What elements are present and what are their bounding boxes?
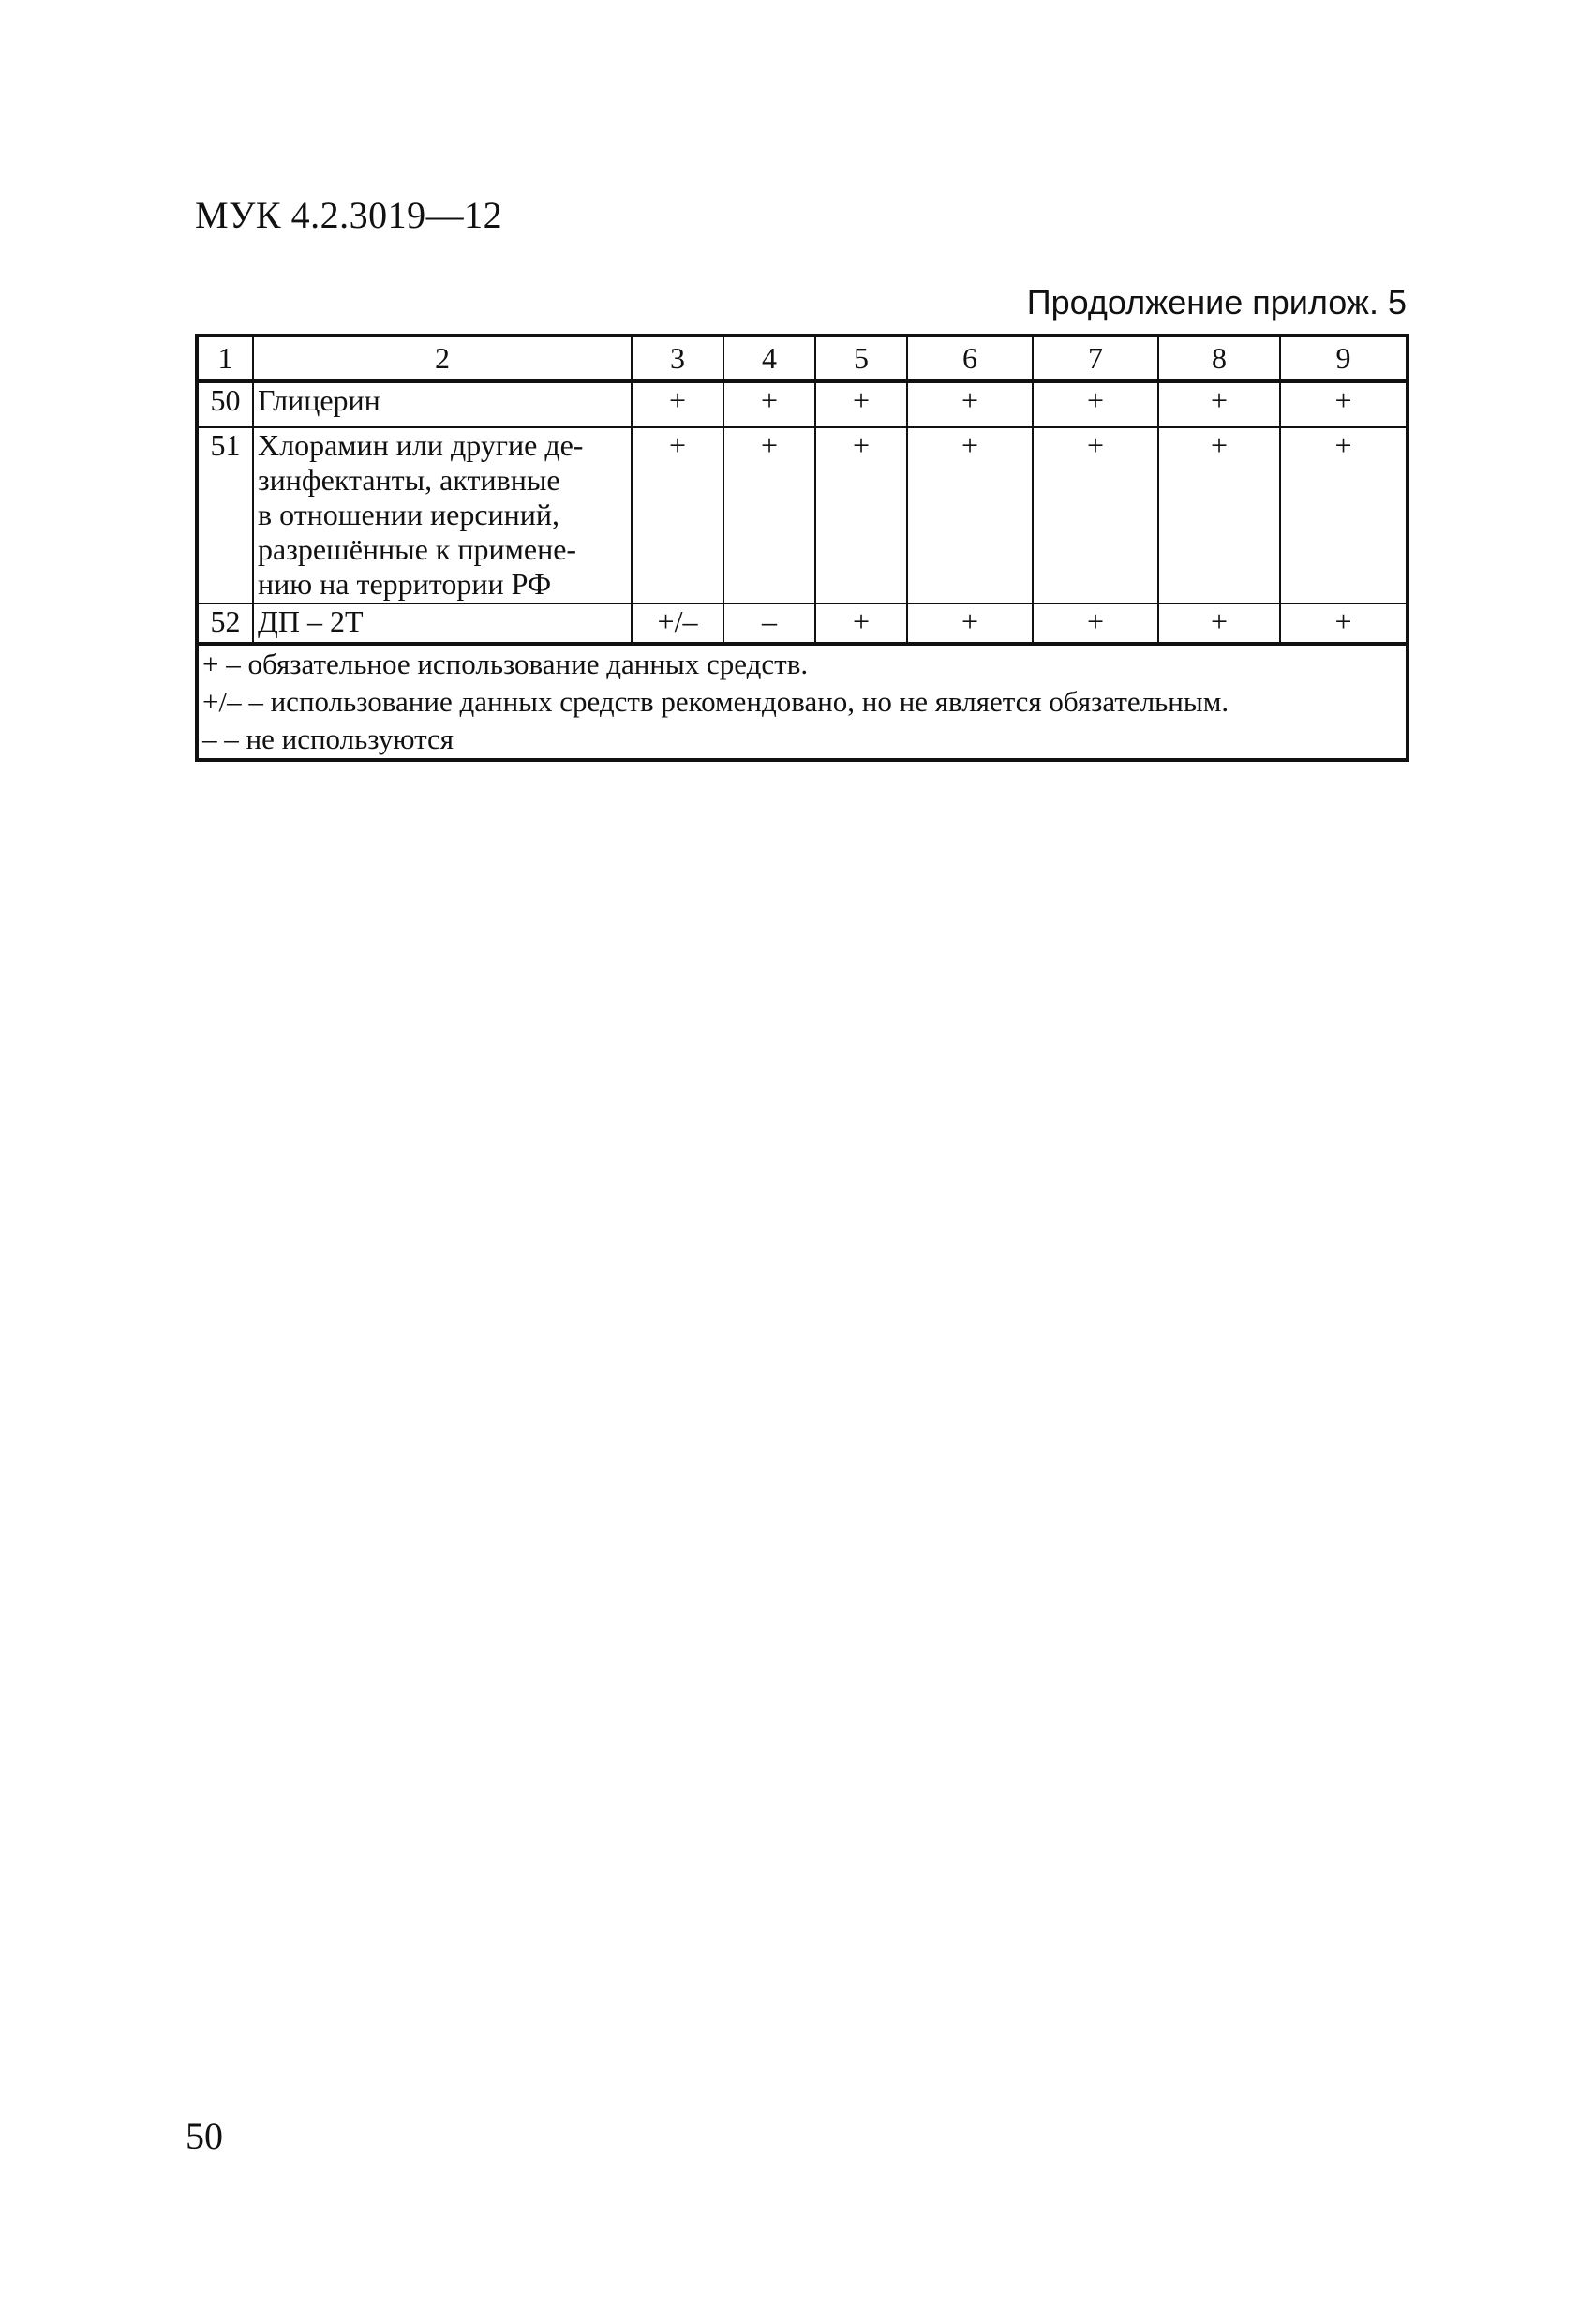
table-row [197, 381, 1408, 428]
column-header: 9 [1280, 335, 1408, 381]
legend-line: + – обязательное использование данных средств. [202, 647, 809, 680]
continuation-label: Продолжение прилож. 5 [1026, 283, 1407, 321]
item-name: ДП – 2Т [253, 603, 632, 644]
usage-mark: + [1033, 381, 1158, 428]
usage-mark: + [632, 381, 723, 428]
usage-mark: + [907, 427, 1033, 603]
usage-mark: + [1033, 427, 1158, 603]
usage-mark: + [815, 427, 907, 603]
column-header: 5 [815, 335, 907, 381]
usage-mark: + [1280, 603, 1408, 644]
column-header: 6 [907, 335, 1033, 381]
row-number: 51 [197, 427, 253, 603]
usage-mark: + [1280, 381, 1408, 428]
column-header: 3 [632, 335, 723, 381]
legend-line: +/– – использование данных средств рекомендовано, но не является обязательным. [202, 684, 1229, 718]
item-name-line: Хлорамин или другие де- [258, 428, 584, 462]
column-header: 7 [1033, 335, 1158, 381]
item-name-line: зинфектанты, активные [258, 463, 560, 498]
usage-mark: + [815, 603, 907, 644]
usage-mark: + [723, 381, 815, 428]
table-row [197, 603, 1408, 644]
table-row [197, 427, 1408, 603]
item-name [253, 427, 632, 603]
usage-mark: +/– [632, 603, 723, 644]
column-header: 1 [197, 335, 253, 381]
usage-mark: + [907, 381, 1033, 428]
usage-mark: + [815, 381, 907, 428]
usage-mark: + [1158, 427, 1280, 603]
usage-mark: + [1158, 381, 1280, 428]
usage-mark: + [1158, 603, 1280, 644]
usage-mark: + [632, 427, 723, 603]
legend [197, 644, 1408, 761]
page-number: 50 [186, 2115, 223, 2157]
column-header: 8 [1158, 335, 1280, 381]
document-code: МУК 4.2.3019—12 [195, 194, 503, 236]
row-number: 52 [197, 603, 253, 644]
legend-row [197, 644, 1408, 761]
usage-mark: + [907, 603, 1033, 644]
usage-mark: + [1033, 603, 1158, 644]
appendix-table [195, 334, 1409, 762]
usage-mark: + [1280, 427, 1408, 603]
row-number: 50 [197, 381, 253, 428]
usage-mark: – [723, 603, 815, 644]
column-header: 4 [723, 335, 815, 381]
column-header: 2 [253, 335, 632, 381]
item-name-line: нию на территории РФ [258, 567, 552, 602]
table-header-row [197, 335, 1408, 381]
item-name: Глицерин [253, 381, 632, 428]
legend-line: – – не используются [202, 723, 454, 756]
usage-mark: + [723, 427, 815, 603]
item-name-line: в отношении иерсиний, [258, 498, 560, 532]
item-name-line: разрешённые к примене- [258, 532, 577, 567]
